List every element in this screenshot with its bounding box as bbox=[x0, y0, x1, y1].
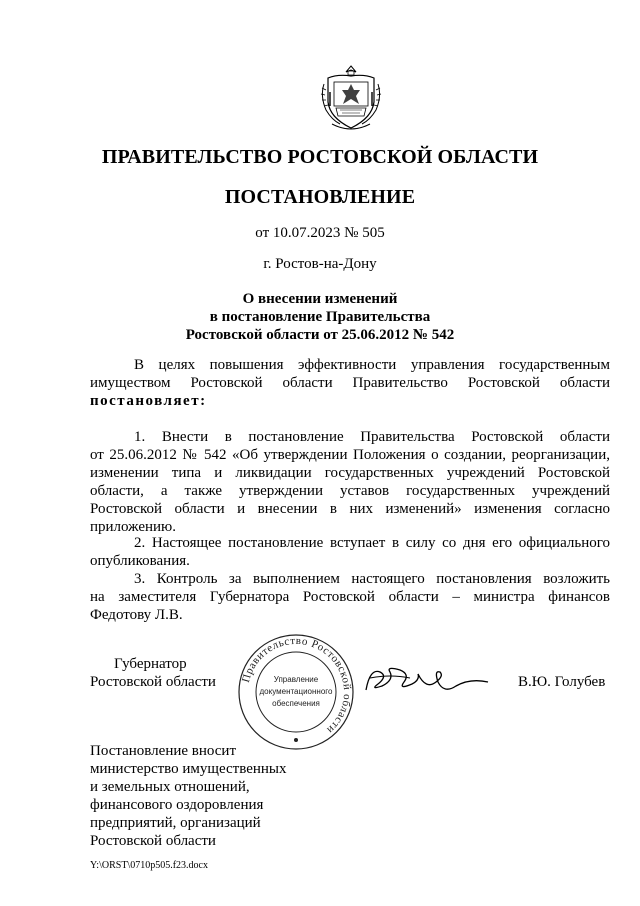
item-line: 3. Контроль за выполнением настоящего постановления возложить bbox=[134, 571, 610, 587]
preamble-paragraph bbox=[90, 356, 610, 410]
item-line: на заместителя Губернатора Ростовской области – министра финансов bbox=[90, 589, 610, 605]
submitter-line: предприятий, организаций bbox=[90, 815, 261, 831]
item-line: Ростовской области и внесении в них изменений» изменения согласно bbox=[90, 501, 610, 517]
item-line: области, а также утверждении уставов государственных учреждений bbox=[90, 483, 610, 499]
item-line: изменении типа и ликвидации государственных учреждений Ростовской bbox=[90, 465, 610, 481]
subject-line: Ростовской области от 25.06.2012 № 542 bbox=[185, 327, 455, 343]
item-1-paragraph bbox=[90, 428, 610, 536]
document-subject bbox=[0, 290, 640, 344]
item-line: приложению. bbox=[90, 519, 177, 535]
seal-inner-line: обеспечения bbox=[272, 699, 320, 708]
subject-line: в постановление Правительства bbox=[209, 309, 431, 325]
submitter-line: Ростовской области bbox=[90, 833, 216, 849]
date-number: от 10.07.2023 № 505 bbox=[255, 225, 385, 241]
item-line: 2. Настоящее постановление вступает в силу со дня его официального bbox=[134, 535, 610, 551]
seal-inner-line: документационного bbox=[259, 687, 333, 696]
document-type-title: ПОСТАНОВЛЕНИЕ bbox=[224, 186, 416, 208]
item-line: Федотову Л.В. bbox=[90, 607, 183, 623]
city: г. Ростов-на-Дону bbox=[263, 256, 377, 272]
submitter-line: Постановление вносит bbox=[90, 743, 237, 759]
submitter-block bbox=[90, 742, 287, 850]
signer-position-line: Губернатор bbox=[114, 656, 187, 672]
official-seal-stamp bbox=[236, 632, 356, 752]
preamble-line: В целях повышения эффективности управления государственным bbox=[134, 357, 610, 373]
item-line: опубликования. bbox=[90, 553, 190, 569]
submitter-line: финансового оздоровления bbox=[90, 797, 264, 813]
submitter-line: и земельных отношений, bbox=[90, 779, 250, 795]
item-2-paragraph bbox=[90, 534, 610, 570]
file-path-footer: Y:\ORST\0710p505.f23.docx bbox=[90, 860, 208, 871]
item-line: 1. Внести в постановление Правительства Ростовской области bbox=[134, 429, 610, 445]
signer-position-line: Ростовской области bbox=[90, 674, 216, 690]
subject-line: О внесении изменений bbox=[242, 291, 398, 307]
preamble-line: имуществом Ростовской области Правительство Ростовской области bbox=[90, 375, 610, 391]
item-line: от 25.06.2012 № 542 «Об утверждении Положения о создании, реорганизации, bbox=[90, 447, 610, 463]
svg-text:Правительство Ростовской облас: Правительство Ростовской области bbox=[239, 634, 354, 737]
government-title: ПРАВИТЕЛЬСТВО РОСТОВСКОЙ ОБЛАСТИ bbox=[101, 146, 539, 168]
coat-of-arms-emblem bbox=[318, 62, 384, 134]
item-3-paragraph bbox=[90, 570, 610, 624]
signer-position bbox=[90, 655, 216, 691]
preamble-line bbox=[90, 392, 610, 410]
handwritten-signature bbox=[360, 660, 490, 700]
signer-name: В.Ю. Голубев bbox=[518, 674, 606, 690]
submitter-line: министерство имущественных bbox=[90, 761, 287, 777]
decree-word: постановляет: bbox=[90, 393, 207, 409]
seal-inner-line: Управление bbox=[273, 675, 319, 684]
